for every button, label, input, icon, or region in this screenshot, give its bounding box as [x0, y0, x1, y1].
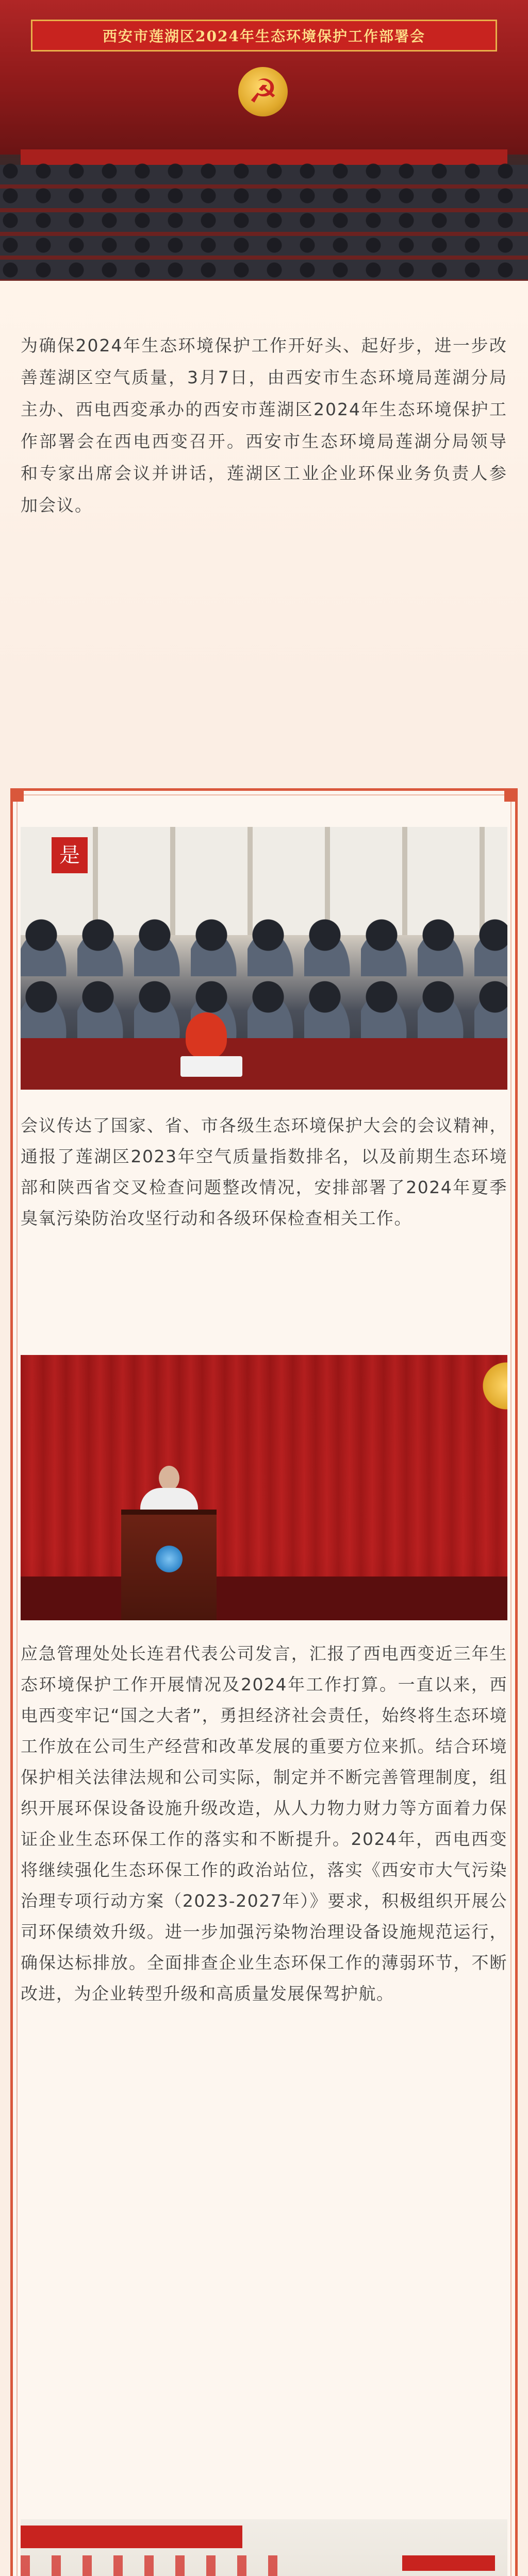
hero-photo: [0, 0, 528, 281]
party-emblem-icon: [238, 67, 288, 116]
meeting-photo-room: [21, 2519, 507, 2576]
intro-paragraph: 为确保2024年生态环境保护工作开好头、起好步，进一步改善莲湖区空气质量，3月7日，由西安市生态环境局莲湖分局主办、西电西変承办的西安市莲湖区2024年生态环境保护工作部署会在西电西变召开。西安市生态环境局莲湖分局领导和专家出席会议并讲话，莲湖区工业企业环保业务负责人参加会议。: [21, 335, 507, 515]
meeting-photo-attendees: [21, 827, 507, 1090]
room-flags: [21, 2555, 289, 2576]
meeting-photo-speaker: [21, 1355, 507, 1620]
company-logo-icon: [156, 1546, 183, 1572]
stage-banner: [31, 20, 497, 52]
frame-corner-top-right: [504, 788, 518, 802]
paragraph-company-speech: 应急管理处处长连君代表公司发言，汇报了西电西变近三年生态环境保护工作开展情况及2024年工作打算。一直以来，西电西变牢记“国之大者”，勇担经济社会责任，始终将生态环境工作放在公司生产经营和改革发展的重要方位来抓。结合环境保护相关法律法规和公司实际，制定并不断完善管理制度，组织开展环保设备设施升级改造，从人力物力财力等方面着力保证企业生态环保工作的落实和不断提升。2024年，西电西变将继续强化生态环保工作的政治站位，落实《西安市大气污染治理专项行动方案（2023-2027年）》要求，积极组织开展公司环保绩效升级。进一步加强污染物治理设备设施规范运行，确保达标排放。全面排查企业生态环保工作的薄弱环节，不断改进，为企业转型升级和高质量发展保驾护航。: [21, 1643, 507, 2004]
wall-sign: 是: [52, 837, 88, 873]
audience: [0, 160, 528, 281]
speaker-head: [159, 1466, 179, 1490]
paragraph-meeting-content: 会议传达了国家、省、市各级生态环境保护大会的会议精神，通报了莲湖区2023年空气质量指数排名，以及前期生态环境部和陕西省交叉检查问题整改情况，安排部署了2024年夏季臭氧污染防治攻坚行动和各级环保检查相关工作。: [21, 1115, 507, 1228]
stage-banner-text: 西安市莲湖区2024年生态环境保护工作部署会: [103, 28, 425, 45]
frame-corner-top-left: [10, 788, 24, 802]
stage-floor: [21, 1577, 507, 1620]
room-banner: [21, 2526, 242, 2548]
party-emblem-icon-partial: [470, 1355, 507, 1417]
room-banner-small: [402, 2555, 495, 2571]
meeting-table: [21, 1038, 507, 1090]
intro-section: [0, 281, 528, 693]
teapot: [186, 1012, 227, 1059]
stage-curtain: [21, 1355, 507, 1577]
name-card: [180, 1056, 242, 1077]
